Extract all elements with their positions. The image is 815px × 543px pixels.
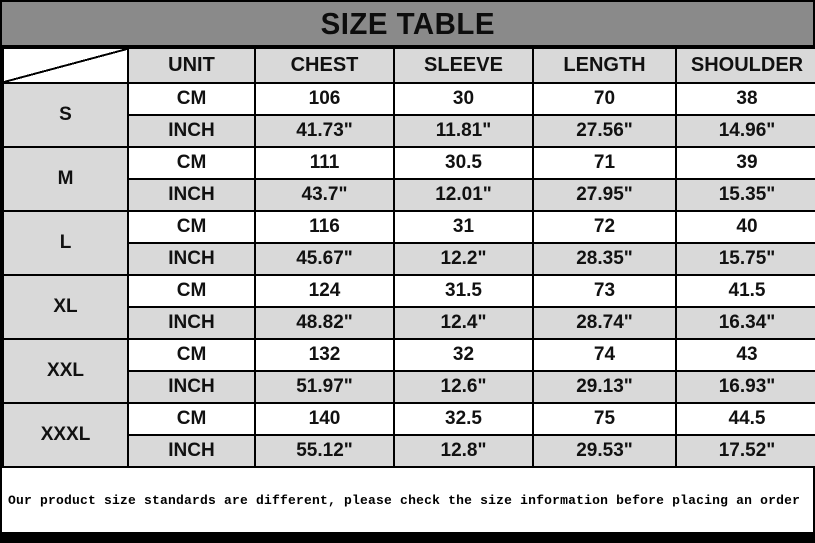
unit-label: INCH bbox=[128, 115, 255, 147]
cell-length-cm: 75 bbox=[533, 403, 676, 435]
cell-shoulder-inch: 15.35" bbox=[676, 179, 815, 211]
cell-shoulder-cm: 40 bbox=[676, 211, 815, 243]
table-row bbox=[3, 339, 815, 371]
unit-label: CM bbox=[128, 275, 255, 307]
column-header-length: LENGTH bbox=[533, 48, 676, 83]
cell-length-inch: 28.74" bbox=[533, 307, 676, 339]
size-label-m: M bbox=[3, 147, 128, 211]
bottom-black-bar bbox=[2, 532, 813, 541]
page-title: SIZE TABLE bbox=[320, 5, 495, 41]
cell-chest-inch: 48.82" bbox=[255, 307, 394, 339]
cell-chest-inch: 55.12" bbox=[255, 435, 394, 467]
unit-label: CM bbox=[128, 83, 255, 115]
cell-sleeve-inch: 12.01" bbox=[394, 179, 533, 211]
cell-length-inch: 28.35" bbox=[533, 243, 676, 275]
table-row bbox=[3, 147, 815, 179]
cell-length-inch: 27.56" bbox=[533, 115, 676, 147]
column-header-chest: CHEST bbox=[255, 48, 394, 83]
cell-chest-cm: 106 bbox=[255, 83, 394, 115]
cell-chest-inch: 41.73" bbox=[255, 115, 394, 147]
column-header-unit: UNIT bbox=[128, 48, 255, 83]
column-header-sleeve: SLEEVE bbox=[394, 48, 533, 83]
cell-sleeve-cm: 32 bbox=[394, 339, 533, 371]
unit-label: CM bbox=[128, 403, 255, 435]
size-table bbox=[2, 47, 815, 468]
table-row bbox=[3, 403, 815, 435]
size-label-xxl: XXL bbox=[3, 339, 128, 403]
table-row bbox=[3, 275, 815, 307]
table-row bbox=[3, 83, 815, 115]
cell-length-cm: 71 bbox=[533, 147, 676, 179]
unit-label: INCH bbox=[128, 179, 255, 211]
diagonal-corner-cell bbox=[3, 48, 128, 83]
size-label-xl: XL bbox=[3, 275, 128, 339]
cell-sleeve-inch: 12.4" bbox=[394, 307, 533, 339]
cell-sleeve-inch: 12.6" bbox=[394, 371, 533, 403]
cell-shoulder-inch: 15.75" bbox=[676, 243, 815, 275]
cell-chest-cm: 124 bbox=[255, 275, 394, 307]
size-disclaimer-note: Our product size standards are different, please check the size information before placing an order bbox=[2, 468, 813, 532]
cell-shoulder-cm: 39 bbox=[676, 147, 815, 179]
cell-length-cm: 72 bbox=[533, 211, 676, 243]
cell-sleeve-cm: 30 bbox=[394, 83, 533, 115]
cell-length-cm: 73 bbox=[533, 275, 676, 307]
cell-length-inch: 29.53" bbox=[533, 435, 676, 467]
title-bar bbox=[2, 2, 813, 47]
cell-shoulder-inch: 16.34" bbox=[676, 307, 815, 339]
cell-sleeve-cm: 30.5 bbox=[394, 147, 533, 179]
cell-chest-cm: 140 bbox=[255, 403, 394, 435]
cell-shoulder-cm: 44.5 bbox=[676, 403, 815, 435]
cell-sleeve-inch: 11.81" bbox=[394, 115, 533, 147]
unit-label: CM bbox=[128, 339, 255, 371]
cell-shoulder-inch: 14.96" bbox=[676, 115, 815, 147]
unit-label: INCH bbox=[128, 307, 255, 339]
cell-sleeve-inch: 12.2" bbox=[394, 243, 533, 275]
size-label-l: L bbox=[3, 211, 128, 275]
cell-length-cm: 70 bbox=[533, 83, 676, 115]
unit-label: INCH bbox=[128, 243, 255, 275]
cell-chest-cm: 132 bbox=[255, 339, 394, 371]
cell-shoulder-cm: 38 bbox=[676, 83, 815, 115]
cell-chest-inch: 51.97" bbox=[255, 371, 394, 403]
cell-sleeve-inch: 12.8" bbox=[394, 435, 533, 467]
cell-shoulder-cm: 43 bbox=[676, 339, 815, 371]
table-row bbox=[3, 211, 815, 243]
cell-chest-inch: 45.67" bbox=[255, 243, 394, 275]
cell-length-inch: 29.13" bbox=[533, 371, 676, 403]
size-label-s: S bbox=[3, 83, 128, 147]
size-label-xxxl: XXXL bbox=[3, 403, 128, 467]
unit-label: CM bbox=[128, 211, 255, 243]
cell-chest-cm: 111 bbox=[255, 147, 394, 179]
unit-label: INCH bbox=[128, 371, 255, 403]
cell-length-cm: 74 bbox=[533, 339, 676, 371]
unit-label: INCH bbox=[128, 435, 255, 467]
unit-label: CM bbox=[128, 147, 255, 179]
cell-shoulder-inch: 16.93" bbox=[676, 371, 815, 403]
header-row bbox=[3, 48, 815, 83]
cell-sleeve-cm: 32.5 bbox=[394, 403, 533, 435]
cell-sleeve-cm: 31 bbox=[394, 211, 533, 243]
column-header-shoulder: SHOULDER bbox=[676, 48, 815, 83]
cell-length-inch: 27.95" bbox=[533, 179, 676, 211]
cell-shoulder-inch: 17.52" bbox=[676, 435, 815, 467]
cell-chest-cm: 116 bbox=[255, 211, 394, 243]
cell-shoulder-cm: 41.5 bbox=[676, 275, 815, 307]
cell-sleeve-cm: 31.5 bbox=[394, 275, 533, 307]
cell-chest-inch: 43.7" bbox=[255, 179, 394, 211]
